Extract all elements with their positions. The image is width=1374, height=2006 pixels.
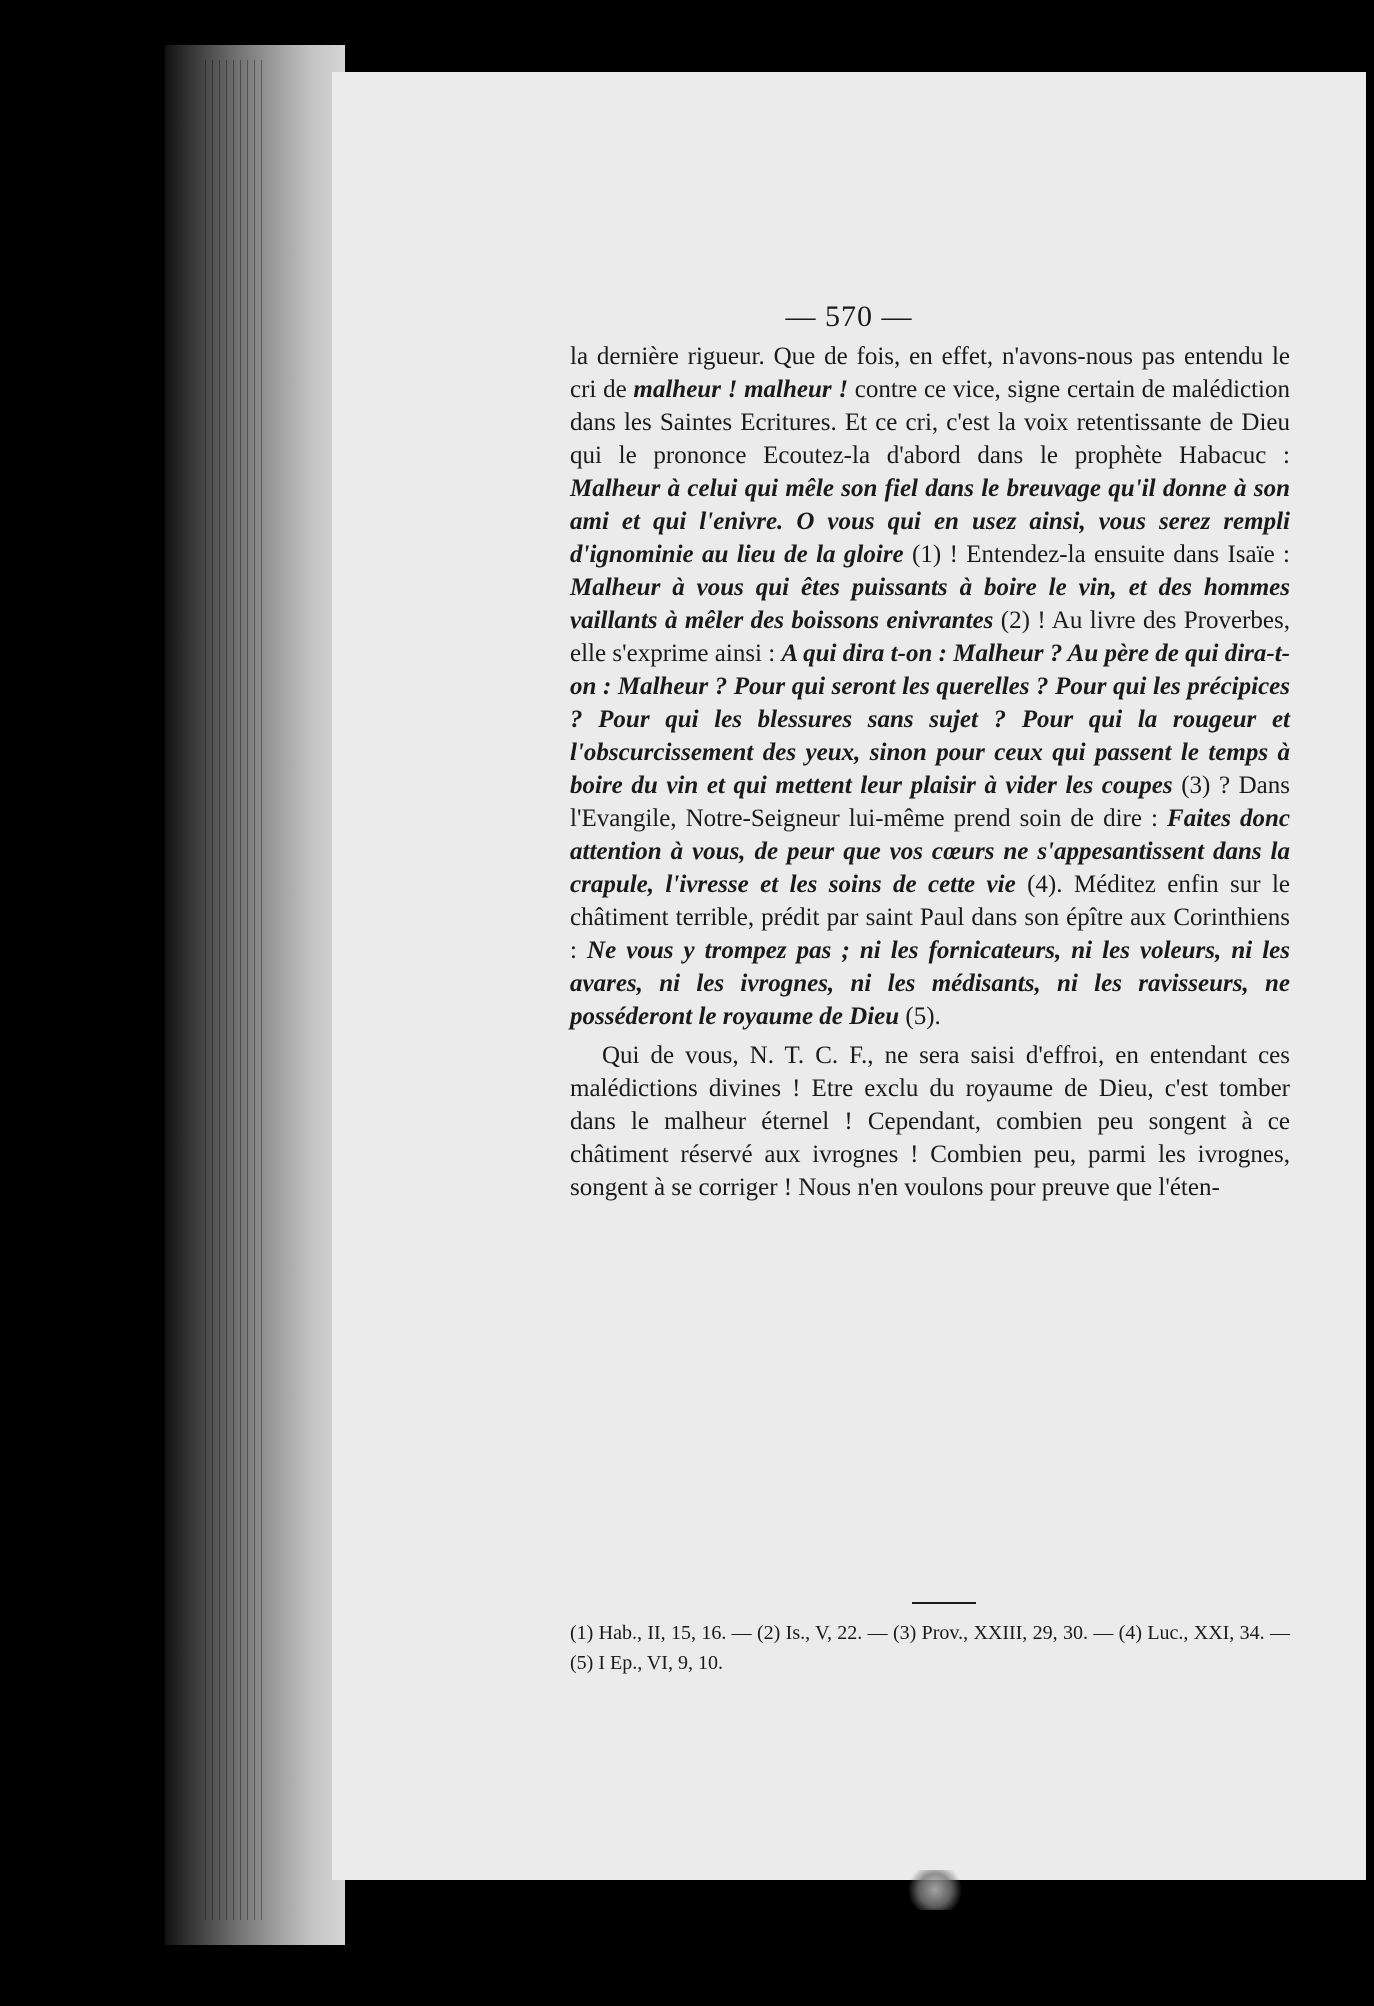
paragraph xyxy=(570,340,1290,1033)
body-text xyxy=(570,340,1290,1204)
italic-quote: Faites donc attention à vous, de peur que vos cœurs ne s'appesantissent dans la crapule, l'ivresse et les soins de cette vie xyxy=(570,805,1290,898)
page-number: — 570 — xyxy=(785,300,913,333)
text-run: (5). xyxy=(899,1003,941,1030)
italic-quote: malheur ! malheur ! xyxy=(633,376,849,403)
text-run: Qui de vous, N. T. C. F., ne sera saisi d'effroi, en entendant ces malédictions divines ! Etre exclu du royaume de Dieu, c'est tomber dans le malheur éternel ! Cependant, combien peu songent à ce châtiment réservé aux ivrognes ! Combien peu, parmi les ivrognes, songent à se corriger ! Nous n'en voulons pour preuve que l'éten- xyxy=(570,1042,1290,1201)
footnote-divider xyxy=(912,1602,976,1604)
italic-quote: A qui dira t-on : Malheur ? Au père de qui dira-t-on : Malheur ? Pour qui seront les querelles ? Pour qui les précipices ? Pour qui les blessures sans sujet ? Pour qui la rougeur et l'obscurcissement des yeux, sinon pour ceux qui passent le temps à boire du vin et qui mettent leur plaisir à vider les coupes xyxy=(570,640,1291,799)
page-edge-lines xyxy=(205,60,265,1920)
text-run: (1) ! Entendez-la ensuite dans Isaïe : xyxy=(903,541,1290,568)
italic-quote: Malheur à celui qui mêle son fiel dans le breuvage qu'il donne à son ami et qui l'enivre. O vous qui en usez ainsi, vous serez rempli d'ignominie au lieu de la gloire xyxy=(570,475,1290,568)
text-run: (2) ! Au livre des Proverbes, elle s'exprime ainsi : xyxy=(570,607,1290,667)
text-run: la dernière rigueur. Que de fois, en effet, n'avons-nous pas entendu le cri de xyxy=(570,343,1290,403)
book-page xyxy=(332,72,1366,1880)
page-stain xyxy=(905,1870,965,1910)
text-run: (4). Méditez enfin sur le châtiment terrible, prédit par saint Paul dans son épître aux Corinthiens : xyxy=(570,871,1290,964)
text-run: contre ce vice, signe certain de malédiction dans les Saintes Ecritures. Et ce cri, c'est la voix retentissante de Dieu qui le prononce Ecoutez-la d'abord dans le prophète Habacuc : xyxy=(570,376,1291,469)
text-run: (3) ? Dans l'Evangile, Notre-Seigneur lui-même prend soin de dire : xyxy=(570,772,1290,832)
footnotes: (1) Hab., II, 15, 16. — (2) Is., V, 22. — (3) Prov., XXIII, 29, 30. — (4) Luc., XXI, 34. — (5) I Ep., VI, 9, 10. xyxy=(570,1622,1290,1674)
italic-quote: Malheur à vous qui êtes puissants à boire le vin, et des hommes vaillants à mêler des boissons enivrantes xyxy=(570,574,1290,634)
paragraph xyxy=(570,1039,1290,1204)
italic-quote: Ne vous y trompez pas ; ni les fornicateurs, ni les voleurs, ni les avares, ni les ivrognes, ni les médisants, ni les ravisseurs, ne posséderont le royaume de Dieu xyxy=(570,937,1290,1030)
